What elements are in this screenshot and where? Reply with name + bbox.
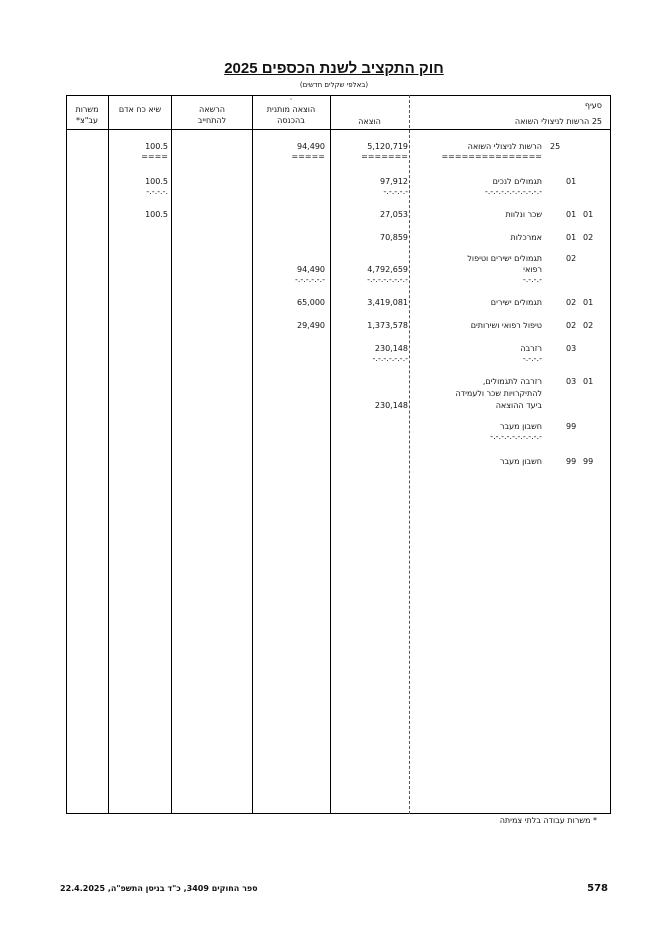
page-number: 578: [587, 883, 608, 894]
row-name-line: רזרבה לתגמולים,: [482, 377, 542, 386]
expense-value: 70,859: [380, 233, 408, 242]
expense-value: 27,053: [380, 210, 408, 219]
table-frame: [66, 95, 611, 814]
expense-underline: =======: [361, 152, 408, 161]
footnote: [420, 816, 597, 825]
manpower-underline: ====: [141, 152, 168, 161]
manpower-value: 100.5: [145, 142, 168, 151]
expense-underline: -.-.-.-.-.-.-.-: [367, 275, 408, 284]
row-name: תגמולים ישירים: [490, 298, 542, 307]
expense-value: 1,373,578: [367, 321, 408, 330]
row-code: 01: [566, 177, 577, 186]
row-name: שכר ונלוות: [505, 210, 542, 219]
row-name-underline: -.-.-.-.-.-.-.-.-.-: [490, 432, 542, 441]
conditional-value: 29,490: [297, 321, 325, 330]
row-code: 01: [583, 377, 594, 386]
row-code: 01: [583, 210, 594, 219]
row-name-line: תגמולים ישירים וטיפול: [467, 254, 542, 263]
header-manpower: שיא כח אדם: [118, 105, 162, 114]
column-divider: [108, 95, 109, 814]
section-code: 25: [591, 117, 602, 126]
row-name: הרשות לניצולי השואה: [467, 142, 542, 151]
header-workers: משרות עב"צ*: [75, 105, 99, 125]
column-divider: [171, 95, 172, 814]
conditional-value: 94,490: [297, 142, 325, 151]
conditional-underline: =====: [291, 152, 325, 161]
conditional-value: 65,000: [297, 298, 325, 307]
conditional-underline: -.-.-.-.-.-: [294, 275, 325, 284]
header-dot-mark: ·: [289, 95, 293, 104]
row-code: 99: [566, 457, 577, 466]
row-code: 03: [566, 344, 577, 353]
row-code: 99: [583, 457, 594, 466]
row-name: חשבון מעבר: [499, 457, 542, 466]
expense-value: 5,120,719: [367, 142, 408, 151]
manpower-underline: -.-.-.-.: [146, 187, 168, 196]
manpower-value: 100.5: [145, 177, 168, 186]
row-name: חשבון מעבר: [499, 422, 542, 431]
row-name: רזרבה: [520, 344, 542, 353]
expense-value: 4,792,659: [367, 265, 408, 274]
manpower-value: 100.5: [145, 210, 168, 219]
row-name-underline: -.-.-.-: [522, 275, 542, 284]
expense-value: 230,148: [374, 401, 408, 410]
row-name-line: להתיקרויות שכר ולעמידה: [455, 389, 542, 398]
row-name-underline: -.-.-.-: [522, 354, 542, 363]
header-divider: [66, 129, 611, 130]
row-name-underline: ===============: [441, 153, 542, 161]
page-title: חוק התקציב לשנת הכספים 2025: [224, 60, 444, 77]
header-expense: הוצאה: [358, 117, 381, 126]
footer-publication: ספר החוקים 3409, כ"ד בניסן התשפ"ה, 22.4.2025: [60, 884, 258, 893]
row-code: 03: [566, 377, 577, 386]
row-name-line: רפואי: [523, 265, 542, 274]
row-code: 02: [566, 321, 577, 330]
expense-underline: -.-.-.-.-.-.-: [372, 354, 408, 363]
expense-value: 97,912: [380, 177, 408, 186]
row-name: תגמולים לנכים: [492, 177, 542, 186]
column-divider: [252, 95, 253, 814]
expense-value: 3,419,081: [367, 298, 408, 307]
row-code: 02: [566, 254, 577, 263]
footnote-text: משרות עבודה בלתי צמיתה: [499, 816, 591, 825]
column-divider-dashed: [409, 95, 410, 814]
header-conditional-expense: הוצאה מותנית בהכנסה: [266, 105, 316, 125]
section-name: הרשות לניצולי השואה: [514, 117, 590, 126]
conditional-value: 94,490: [297, 265, 325, 274]
row-name: טיפול רפואי ושירותים: [470, 321, 542, 330]
header-section: סעיף: [584, 101, 602, 110]
footnote-mark: *: [593, 816, 597, 825]
row-code: 99: [566, 422, 577, 431]
row-code: 02: [583, 233, 594, 242]
header-section-title: [420, 116, 602, 127]
row-code: 02: [583, 321, 594, 330]
expense-underline: -.-.-.-.-: [383, 187, 408, 196]
header-commit-authority: הרשאה להתחייב: [197, 105, 227, 125]
row-code: 02: [566, 298, 577, 307]
row-code: 25: [550, 142, 561, 151]
row-name-underline: -.-.-.-.-.-.-.-.-.-.-: [484, 187, 542, 196]
column-divider: [330, 95, 331, 814]
row-code: 01: [566, 233, 577, 242]
row-code: 01: [566, 210, 577, 219]
row-name: אמרכלות: [510, 233, 542, 242]
page-subtitle: (באלפי שקלים חדשים): [299, 81, 369, 89]
row-code: 01: [583, 298, 594, 307]
row-name-line: ביעד ההוצאה: [495, 401, 542, 410]
expense-value: 230,148: [374, 344, 408, 353]
